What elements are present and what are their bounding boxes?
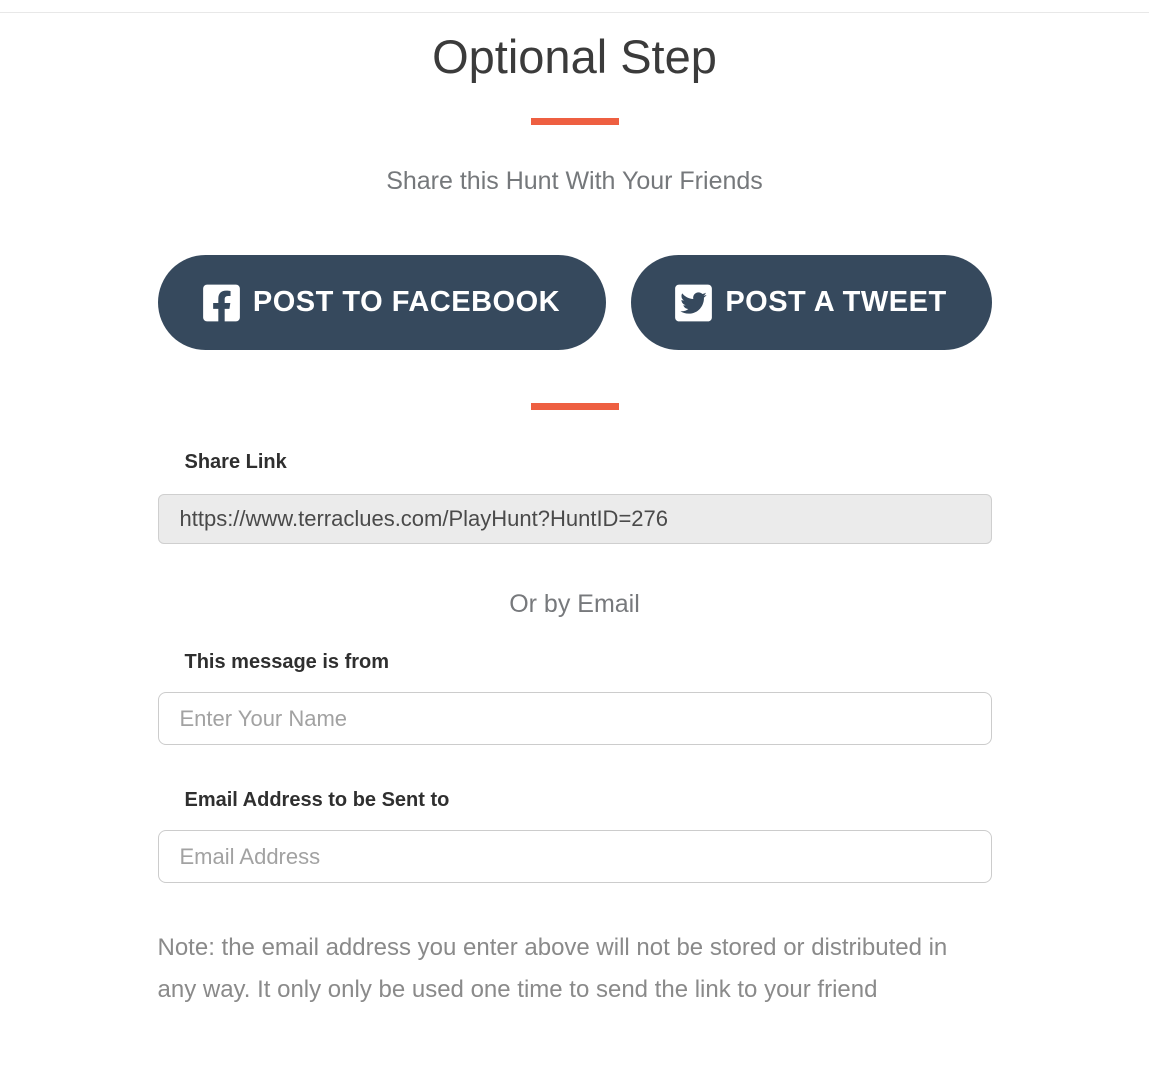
top-divider xyxy=(0,12,1149,13)
share-subtitle: Share this Hunt With Your Friends xyxy=(386,167,763,195)
email-address-label: Email Address to be Sent to xyxy=(184,789,450,811)
twitter-square-icon xyxy=(675,282,712,324)
recipient-email-input[interactable] xyxy=(158,830,992,883)
accent-divider xyxy=(531,403,619,410)
message-from-label: This message is from xyxy=(184,651,390,673)
or-by-email-heading: Or by Email xyxy=(509,590,640,618)
sender-name-input[interactable] xyxy=(158,692,992,745)
post-to-facebook-button[interactable] xyxy=(158,255,606,350)
privacy-note: Note: the email address you enter above will not be stored or distributed in any way. It only only be used one time to send the link to your friend xyxy=(157,934,948,1003)
optional-step-panel xyxy=(158,29,992,1011)
post-a-tweet-label: POST A TWEET xyxy=(725,286,947,318)
facebook-square-icon xyxy=(203,282,240,324)
accent-divider xyxy=(531,118,619,125)
social-buttons-row xyxy=(158,255,992,350)
page-title: Optional Step xyxy=(432,30,717,83)
post-a-tweet-button[interactable] xyxy=(631,255,992,350)
share-link-label: Share Link xyxy=(184,451,287,473)
share-link-input[interactable] xyxy=(158,494,992,544)
post-to-facebook-label: POST TO FACEBOOK xyxy=(252,286,561,318)
